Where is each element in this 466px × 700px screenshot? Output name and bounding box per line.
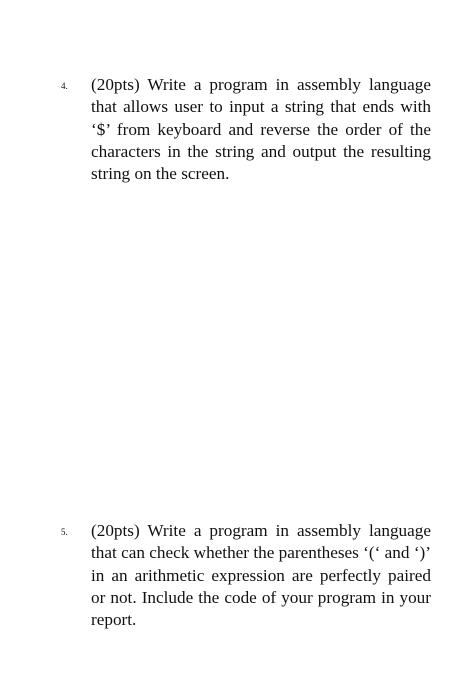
question-points: (20pts)	[91, 75, 140, 94]
question-number: 4.	[61, 81, 68, 91]
question-text	[91, 520, 431, 631]
question-number: 5.	[61, 527, 68, 537]
question-text	[91, 74, 431, 185]
question-body: Write a program in assembly language that can check whether the parentheses ‘(‘ and ‘)’ in an arithmetic expression are perfectly paired or not. Include the code of your program in your report.	[91, 521, 431, 630]
question-body: Write a program in assembly language that allows user to input a string that ends with ‘$’ from keyboard and reverse the order of the characters in the string and output the resulting string on the screen.	[91, 75, 431, 184]
question-points: (20pts)	[91, 521, 140, 540]
